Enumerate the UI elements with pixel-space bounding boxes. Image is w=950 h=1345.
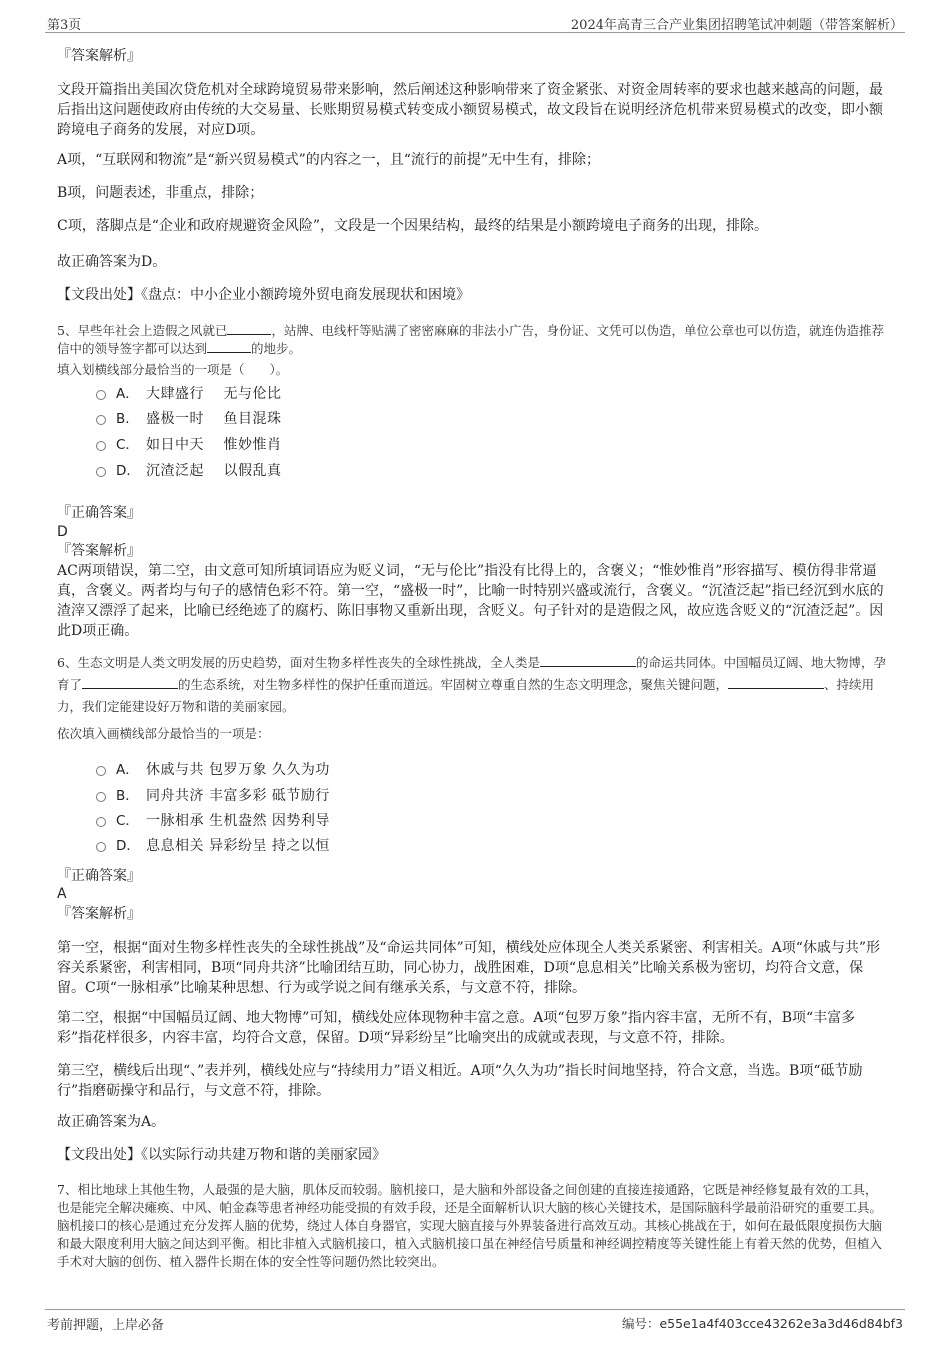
radio-icon[interactable] xyxy=(96,792,106,802)
q4-analysis-paragraph: B项，问题表述，非重点，排除； xyxy=(57,185,264,201)
page-footer xyxy=(45,1309,905,1332)
q6-stem: 6、生态文明是人类文明发展的历史趋势，面对生物多样性丧失的全球性挑战，全人类是 的命运共同体。中国幅员辽阔、地大物博，孕育了 的生态系统，对生物多样性的保护任重而道远。牢固树立尊重自然的生态文明理念，聚焦关键问题， 、持续用力，我们定能建设好万物和谐的美丽家园。 xyxy=(57,655,886,714)
q6-option-a[interactable]: A． 休戚与共 包罗万象 久久为功 xyxy=(96,759,330,781)
fill-blank xyxy=(728,676,824,689)
radio-icon[interactable] xyxy=(96,467,106,477)
radio-icon[interactable] xyxy=(96,766,106,776)
q5-option-d[interactable]: D． 沉渣泛起 以假乱真 xyxy=(96,460,281,482)
page-number: 第3页 xyxy=(47,18,82,33)
q4-analysis-paragraph: A项，“互联网和物流”是“新兴贸易模式”的内容之一，且“流行的前提”无中生有，排除； xyxy=(57,152,601,168)
q5-instruction: 填入划横线部分最恰当的一项是（ ）。 xyxy=(57,362,289,377)
q6-analysis-paragraph: 第三空，横线后出现“、”表并列，横线处应与“持续用力”语义相近。A项“久久为功”指长时间地坚持，符合文意，当选。B项“砥节励行”指磨砺操守和品行，与文意不符，排除。 xyxy=(57,1063,863,1099)
q6-analysis-label: 『答案解析』 xyxy=(57,906,141,922)
q4-analysis-paragraph: 故正确答案为D。 xyxy=(57,254,167,270)
q4-analysis-paragraph: 文段开篇指出美国次贷危机对全球跨境贸易带来影响，然后阐述这种影响带来了资金紧张、对资金周转率的要求也越来越高的问题，最后指出这问题使政府由传统的大交易量、长账期贸易模式转变成小额贸易模式，故文段旨在说明经济危机带来贸易模式的改变，即小额跨境电子商务的发展，对应D项。 xyxy=(57,82,883,138)
document-code: 编号：e55e1a4f403cce43262e3a3d46d84bf3 xyxy=(621,1316,903,1331)
q4-source: 【文段出处】《盘点：中小企业小额跨境外贸电商发展现状和困境》 xyxy=(57,287,470,303)
q5-option-b[interactable]: B． 盛极一时 鱼目混珠 xyxy=(96,408,281,430)
q4-analysis-paragraph: C项，落脚点是“企业和政府规避资金风险”，文段是一个因果结构，最终的结果是小额跨境电子商务的出现，排除。 xyxy=(57,218,769,234)
q6-instruction: 依次填入画横线部分最恰当的一项是： xyxy=(57,726,270,741)
fill-blank xyxy=(540,654,636,667)
q6-analysis-paragraph: 第一空，根据“面对生物多样性丧失的全球性挑战”及“命运共同体”可知，横线处应体现全人类关系紧密、利害相关。A项“休戚与共”形容关系紧密，利害相同，B项“同舟共济”比喻团结互助，同心协力，战胜困难，D项“息息相关”比喻关系极为密切，均符合文意，保留。C项“一脉相承”比喻某种思想、行为或学说之间有继承关系，与文意不符，排除。 xyxy=(57,940,881,996)
q6-answer-label: 『正确答案』 xyxy=(57,868,141,884)
q6-option-c[interactable]: C． 一脉相承 生机盎然 因势利导 xyxy=(96,810,330,832)
q5-analysis: AC两项错误，第二空，由文意可知所填词语应为贬义词，“无与伦比”指没有比得上的，含褒义；“惟妙惟肖”形容描写、模仿得非常逼真，含褒义。两者均与句子的感情色彩不符。第一空，“盛极一时”，比喻一时特别兴盛或流行，含褒义。“沉渣泛起”指已经沉到水底的渣滓又漂浮了起来，比喻已经绝迹了的腐朽、陈旧事物又重新出现，含贬义。句子针对的是造假之风，故应选含贬义的“沉渣泛起”。因此D项正确。 xyxy=(57,563,884,639)
fill-blank xyxy=(82,676,178,689)
q5-stem: 5、早些年社会上造假之风就已 ，站牌、电线杆等贴满了密密麻麻的非法小广告，身份证、文凭可以伪造，单位公章也可以仿造，就连伪造推荐信中的领导签字都可以达到 的地步。 xyxy=(57,323,884,356)
q7-stem: 7、相比地球上其他生物，人最强的是大脑，肌体反而较弱。脑机接口，是大脑和外部设备之间创建的直接连接通路，它既是神经修复最有效的工具，也是能完全解决瘫痪、中风、帕金森等患者神经功能受损的有效手段，还是全面解析认识大脑的核心关键技术，是国际脑科学最前沿研究的重要工具。脑机接口的核心是通过充分发挥人脑的优势，绕过人体自身器官，实现大脑直接与外界装备进行高效互动。其核心挑战在于，如何在最低限度损伤大脑和最大限度利用大脑之间达到平衡。相比非植入式脑机接口，植入式脑机接口虽在神经信号质量和神经调控精度等关键性能上有着天然的优势，但植入手术对大脑的创伤、植入器件长期在体的安全性等问题仍然比较突出。 xyxy=(57,1182,883,1269)
fill-blank xyxy=(207,340,251,353)
radio-icon[interactable] xyxy=(96,842,106,852)
radio-icon[interactable] xyxy=(96,441,106,451)
q6-source: 【文段出处】《以实际行动共建万物和谐的美丽家园》 xyxy=(57,1147,386,1163)
document-title: 2024年高青三合产业集团招聘笔试冲刺题（带答案解析） xyxy=(570,18,903,33)
q6-analysis-paragraph: 第二空，根据“中国幅员辽阔、地大物博”可知，横线处应体现物种丰富之意。A项“包罗万象”指内容丰富，无所不有，B项“丰富多彩”指花样很多，内容丰富，均符合文意，保留。D项“异彩纷呈”比喻突出的成就或表现，与文意不符，排除。 xyxy=(57,1010,856,1046)
q5-option-a[interactable]: A． 大肆盛行 无与伦比 xyxy=(96,383,281,405)
fill-blank xyxy=(227,322,271,335)
q4-analysis-label: 『答案解析』 xyxy=(57,48,141,64)
page-header xyxy=(45,12,905,33)
radio-icon[interactable] xyxy=(96,817,106,827)
q5-answer-label: 『正确答案』 xyxy=(57,505,141,521)
q6-analysis-paragraph: 故正确答案为A。 xyxy=(57,1114,166,1130)
q6-option-d[interactable]: D． 息息相关 异彩纷呈 持之以恒 xyxy=(96,835,330,857)
radio-icon[interactable] xyxy=(96,390,106,400)
q6-answer: A xyxy=(57,886,67,902)
radio-icon[interactable] xyxy=(96,415,106,425)
q5-option-c[interactable]: C． 如日中天 惟妙惟肖 xyxy=(96,434,281,456)
q6-option-b[interactable]: B． 同舟共济 丰富多彩 砥节励行 xyxy=(96,785,330,807)
footer-slogan: 考前押题，上岸必备 xyxy=(47,1318,165,1333)
q5-analysis-label: 『答案解析』 xyxy=(57,543,141,559)
q5-answer: D xyxy=(57,524,68,540)
